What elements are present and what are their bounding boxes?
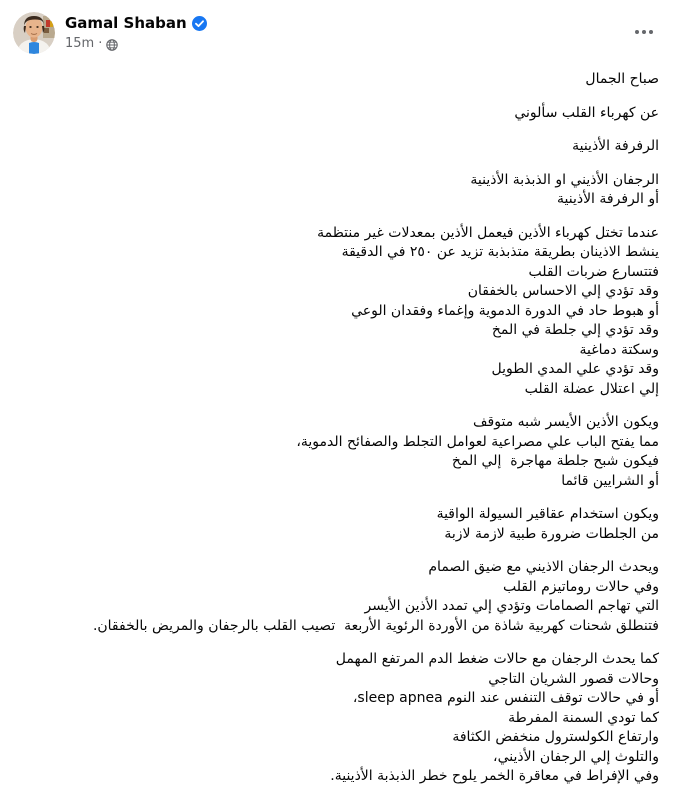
post-text-line: ويحدث الرجفان الاذيني مع ضيق الصمام [428,559,659,575]
header-text [65,12,207,52]
post-text-line: وحالات قصور الشريان التاجي [488,670,659,687]
post-text-line: ينشط الاذينان بطريقة متذبذبة تزيد عن ٢٥٠ في الدقيقة [341,244,659,260]
post-header [0,0,675,54]
post-text-line: من الجلطات ضرورة طبية لازمة لازبة [444,525,659,542]
post-text-line: فيكون شبح جلطة مهاجرة إلي المخ [451,453,659,469]
post-text-line: صباح الجمال [585,71,659,87]
post-text-line: مما يفتح الباب علي مصراعية لعوامل التجلط والصفائح الدموية، [296,433,659,450]
post-text-line: فتتسارع ضربات القلب [528,263,659,280]
post-text-line: ويكون الأذين الأيسر شبه متوقف [473,414,659,430]
post-text-line: كما يحدث الرجفان مع حالات ضغط الدم المرتفع المهمل [335,651,659,667]
post-text-line: أو الرفرفة الأذينية [556,191,659,207]
more-options-button[interactable] [627,15,661,49]
timestamp[interactable]: 15m [65,36,95,51]
post-text-line: التي تهاجم الصمامات وتؤدي إلي تمدد الأذين الأيسر [364,598,659,614]
post-text-line: كما تودي السمنة المفرطة [508,709,659,726]
avatar[interactable] [13,12,55,54]
post-text-line: ويكون استخدام عقاقير السيولة الواقية [436,506,659,522]
post-text-line: عن كهرباء القلب سألوني [514,104,659,121]
meta-separator: · [98,36,103,51]
post-text-line: وقد تؤدي علي المدي الطويل [491,361,659,377]
globe-public-icon [106,39,118,51]
post-body [0,54,675,787]
post-text-line: فتنطلق شحنات كهربية شاذة من الأوردة الرئوية الأربعة تصيب القلب بالرجفان والمريض بالخفقان. [92,617,659,634]
post-text-line: الرفرفة الأذينية [572,138,659,154]
post-text-line: أو الشرايين قائما [561,472,659,489]
post-text-line: أو في حالات توقف التنفس عند النوم sleep apnea، [352,690,659,706]
post-text-line: عندما تختل كهرباء الأذين فيعمل الأذين بمعدلات غير منتظمة [317,224,659,241]
post-meta [65,36,207,52]
verified-badge-icon [192,16,207,31]
post-text-line: وقد تؤدي إلي جلطة في المخ [491,322,659,338]
post-text-line: وارتفاع الكولسترول منخفض الكثافة [452,729,659,745]
post-text-line: وقد تؤدي إلي الاحساس بالخفقان [467,283,659,299]
more-options-icon [635,30,640,35]
post-text-line: أو هبوط حاد في الدورة الدموية وإغماء وفقدان الوعي [351,302,659,319]
post-text-line: الرجفان الأذيني او الذبذبة الأذينية [470,171,659,188]
post-text-line: وسكتة دماغية [579,341,659,358]
post-text-line: والتلوث إلي الرجفان الأذيني، [493,748,659,765]
post-text-line: وفي الإفراط في معاقرة الخمر يلوح خطر الذبذبة الأذينية. [330,768,659,784]
avatar-image [13,12,55,54]
post-text-line: وفي حالات روماتيزم القلب [503,578,659,595]
author-name[interactable]: Gamal Shaban [65,14,187,32]
post-text-line: إلي اعتلال عضلة القلب [524,380,659,397]
